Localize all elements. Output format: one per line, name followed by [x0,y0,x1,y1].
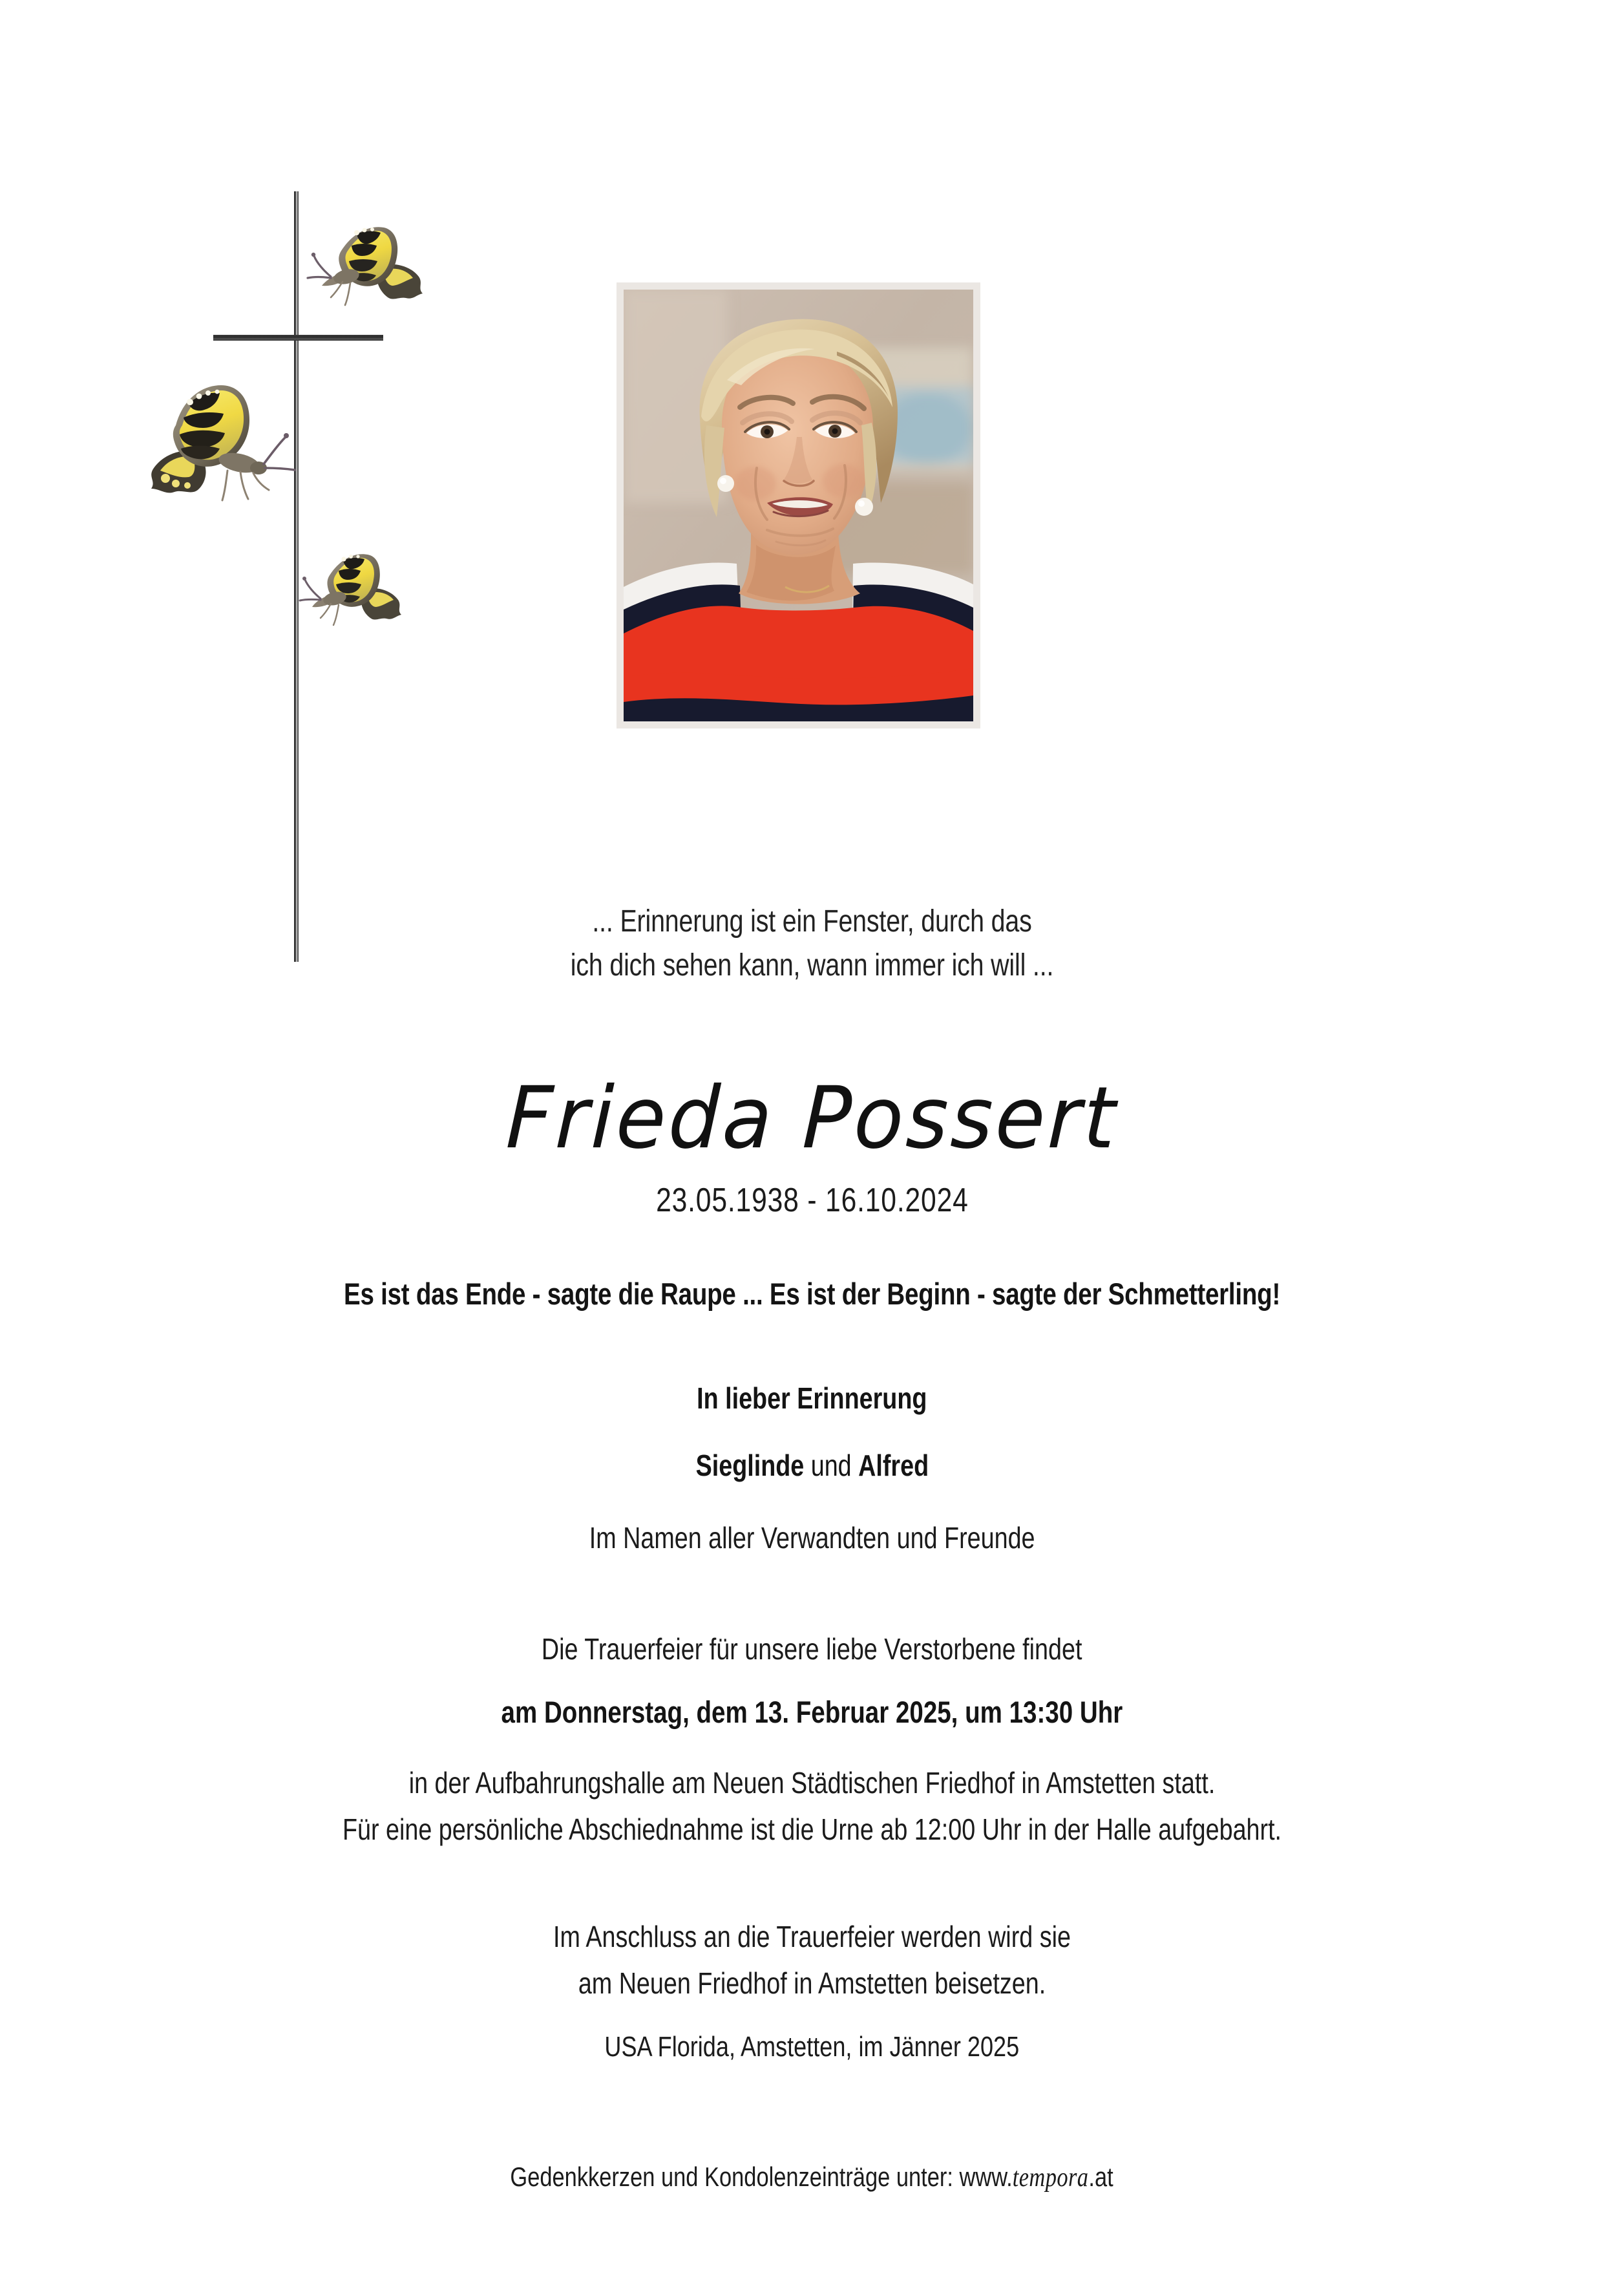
place-date-line [0,2028,1624,2066]
butterfly-top-icon [302,213,432,323]
memory-quote [0,900,1624,988]
mourner-name-2: Alfred [858,1449,929,1482]
in-memory-heading-text: In lieber Erinnerung [697,1381,927,1415]
ceremony-location-line-2: Für eine persönliche Abschiednahme ist die Urne ab 12:00 Uhr in der Halle aufgebahrt. [342,1812,1282,1846]
butterfly-middle-icon [143,380,305,513]
relatives-text: Im Namen aller Verwandten und Freunde [589,1521,1035,1555]
footer-suffix: .at [1088,2162,1114,2192]
memory-quote-line-1: ... Erinnerung ist ein Fenster, durch das [592,904,1032,939]
ceremony-location [0,1759,1624,1853]
ceremony-datetime-text: am Donnerstag, dem 13. Februar 2025, um 13:30 Uhr [501,1695,1123,1729]
portrait-photo [624,290,973,721]
place-date-text: USA Florida, Amstetten, im Jänner 2025 [604,2031,1020,2063]
cross-horizontal-beam [213,335,383,341]
ceremony-location-line-1: in der Aufbahrungshalle am Neuen Städtischen Friedhof in Amstetten statt. [408,1766,1216,1800]
footer-line [0,2159,1624,2196]
deceased-dates-text: 23.05.1938 - 16.10.2024 [655,1182,969,1219]
cross-decoration [0,0,491,808]
mourners-line [0,1447,1624,1484]
ceremony-datetime [0,1694,1624,1731]
portrait-frame [617,282,980,728]
burial-info-line-1: Im Anschluss an die Trauerfeier werden wird sie [553,1920,1071,1953]
caterpillar-quote [0,1275,1624,1313]
burial-info [0,1913,1624,2006]
relatives-line [0,1519,1624,1557]
ceremony-intro [0,1630,1624,1668]
mourner-name-1: Sieglinde [695,1449,804,1482]
caterpillar-quote-text: Es ist das Ende - sagte die Raupe ... Es ist der Beginn - sagte der Schmetterling! [343,1277,1280,1311]
deceased-name: Frieda Possert [504,1068,1120,1168]
burial-info-line-2: am Neuen Friedhof in Amstetten beisetzen. [578,1966,1046,2000]
footer-prefix: Gedenkkerzen und Kondolenzeinträge unter: www. [510,2162,1013,2192]
deceased-dates [0,1180,1624,1220]
in-memory-heading [0,1379,1624,1417]
mourner-conjunction: und [803,1449,858,1482]
ceremony-intro-text: Die Trauerfeier für unsere liebe Verstorbene findet [542,1632,1082,1666]
footer-brand: tempora [1013,2163,1089,2193]
memory-quote-line-2: ich dich sehen kann, wann immer ich will ... [570,948,1054,983]
butterfly-bottom-icon [296,542,409,642]
